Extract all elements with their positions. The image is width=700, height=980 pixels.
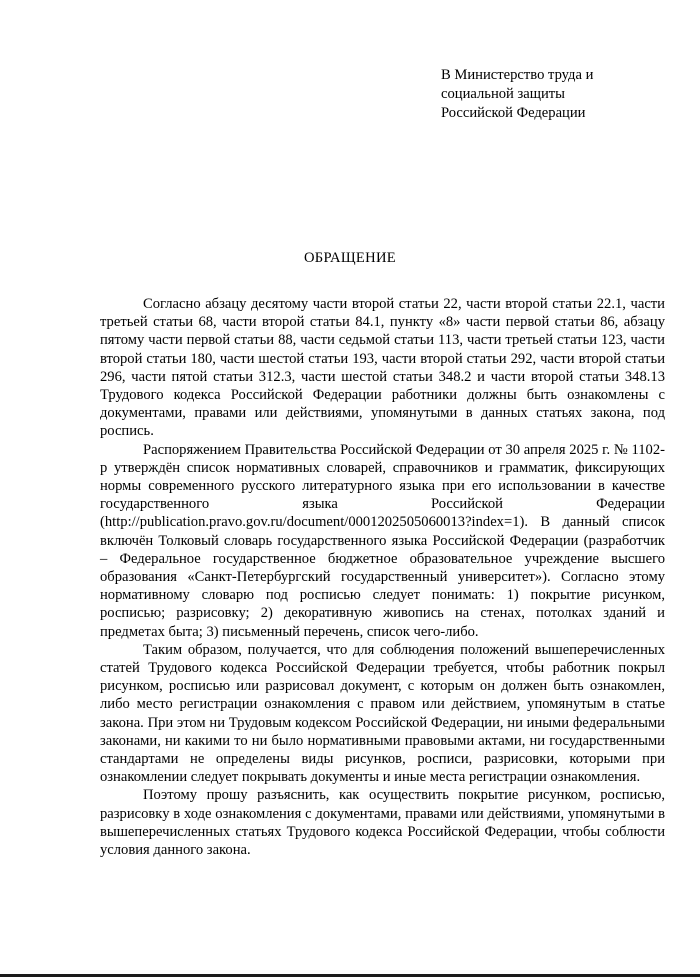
- page-bottom-border: [0, 974, 700, 977]
- addressee-block: [441, 66, 593, 123]
- body-paragraph: Поэтому прошу разъяснить, как осуществить покрытие рисунком, росписью, разрисовку в ходе ознакомления с документами, правами или действиями, упомянутыми в вышеперечисленных статьях Трудового кодекса Российской Федерации, чтобы соблюсти условия данного закона.: [100, 787, 665, 859]
- addressee-line: В Министерство труда и: [441, 67, 594, 83]
- document-title: ОБРАЩЕНИЕ: [303, 250, 397, 266]
- body-paragraph: Согласно абзацу десятому части второй статьи 22, части второй статьи 22.1, части третьей статьи 68, части второй статьи 84.1, пункту «8» части первой статьи 86, абзацу пятому части первой статьи 88, части седьмой статьи 113, части третьей статьи 123, части второй статьи 180, части шестой статьи 193, части второй статьи 292, части второй статьи 296, части пятой статьи 312.3, части шестой статьи 348.2 и части второй статьи 348.13 Трудового кодекса Российской Федерации работники должны быть ознакомлены с документами, правами или действиями, упомянутыми в данных статьях закона, под роспись.: [100, 296, 665, 440]
- addressee-line: Российской Федерации: [441, 105, 586, 121]
- addressee-line: социальной защиты: [441, 86, 565, 102]
- body-paragraph: Таким образом, получается, что для соблюдения положений вышеперечисленных статей Трудового кодекса Российской Федерации требуется, чтобы работник покрыл рисунком, росписью или разрисовал документ, с которым он должен быть ознакомлен, либо место регистрации ознакомления с правом или действием, упомянутым в статье закона. При этом ни Трудовым кодексом Российской Федерации, ни иными федеральными законами, ни какими то ни было нормативными правовыми актами, ни государственными стандартами не определены виды рисунков, росписи, разрисовки, которыми при ознакомлении следует покрывать документы и иные места регистрации ознакомления.: [100, 641, 665, 786]
- document-body: [100, 295, 665, 859]
- body-paragraph: Распоряжением Правительства Российской Федерации от 30 апреля 2025 г. № 1102-р утверждён список нормативных словарей, справочников и грамматик, фиксирующих нормы современного русского литературного языка при его использовании в качестве государственного языка Российской Федерации (http://publication.pravo.gov.ru/document/0001202505060013?index=1). В данный список включён Толковый словарь государственного языка Российской Федерации (разработчик – Федеральное государственное бюджетное образовательное учреждение высшего образования «Санкт-Петербургский государственный университет»). Согласно этому нормативному словарю под росписью следует понимать: 1) покрытие рисунком, росписью; разрисовку; 2) декоративную живопись на стенах, потолках зданий и предметах быта; 3) письменный перечень, список чего-либо.: [100, 441, 665, 640]
